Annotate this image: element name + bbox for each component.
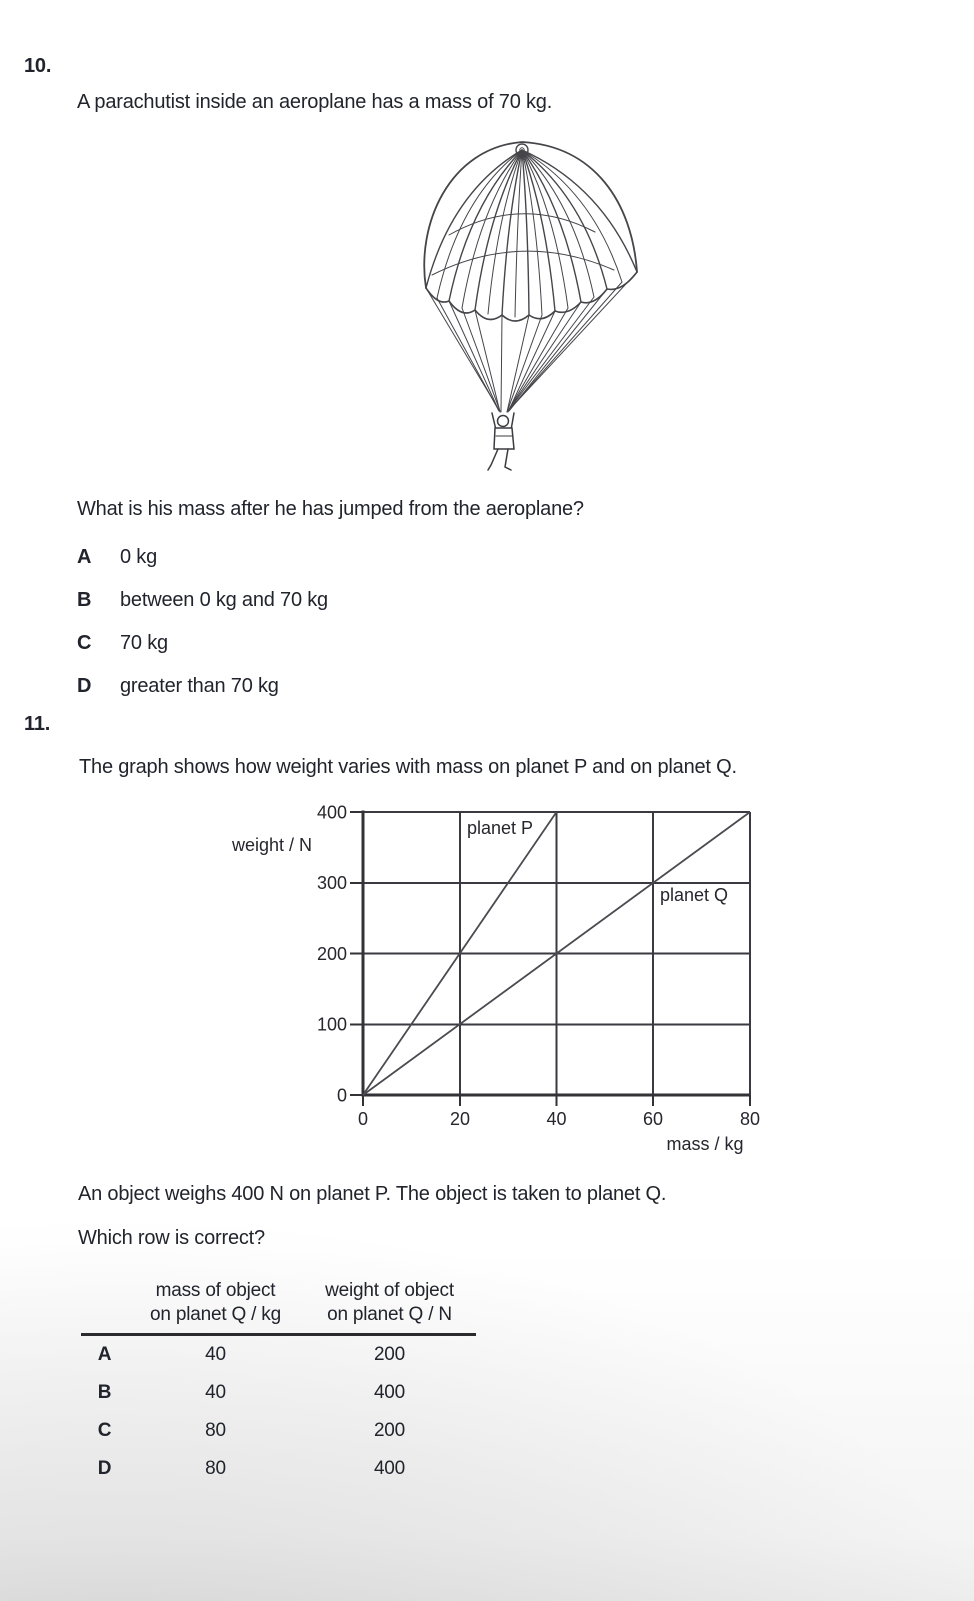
y-tick-label: 0: [336, 1085, 347, 1106]
row-weight: 200: [373, 1420, 406, 1441]
question-10-intro: A parachutist inside an aeroplane has a mass of 70 kg.: [77, 91, 553, 113]
y-tick-label: 400: [316, 802, 347, 823]
table-row: [81, 1450, 476, 1488]
option-letter: A: [77, 546, 92, 568]
answer-table: [81, 1273, 476, 1488]
y-axis-label: weight / N: [231, 835, 312, 855]
table-header-mass: mass of object on planet Q / kg: [128, 1273, 303, 1335]
table-header-weight: weight of object on planet Q / N: [303, 1273, 476, 1335]
planet-p-label: planet P: [467, 818, 534, 838]
row-mass: 40: [205, 1344, 226, 1365]
question-10-number: 10.: [24, 55, 52, 77]
table-header-row: [81, 1273, 476, 1335]
table-row: [81, 1374, 476, 1412]
row-letter: D: [97, 1458, 112, 1479]
row-letter: C: [97, 1420, 112, 1441]
option-text: between 0 kg and 70 kg: [120, 589, 328, 611]
y-tick-label: 200: [316, 944, 347, 964]
question-11-text: Which row is correct?: [78, 1227, 265, 1249]
weight-vs-mass-graph: [220, 800, 780, 1160]
table-header-blank: [81, 1273, 128, 1335]
table-row: [81, 1412, 476, 1450]
row-mass: 80: [205, 1458, 226, 1479]
option-letter: C: [77, 632, 92, 654]
planet-q-label: planet Q: [660, 885, 729, 905]
parachutist-illustration: [404, 130, 644, 475]
option-letter: B: [77, 589, 92, 611]
x-tick-label: 0: [357, 1109, 369, 1129]
x-tick-label: 40: [546, 1109, 567, 1129]
question-11-statement: An object weighs 400 N on planet P. The object is taken to planet Q.: [78, 1183, 667, 1205]
row-weight: 400: [373, 1458, 406, 1479]
option-row-c: [77, 631, 168, 655]
y-tick-label: 100: [316, 1014, 347, 1035]
y-tick-label: 300: [316, 873, 347, 893]
row-mass: 80: [205, 1420, 226, 1441]
option-row-b: [77, 588, 328, 612]
row-weight: 200: [373, 1344, 406, 1365]
row-weight: 400: [373, 1382, 406, 1403]
question-11-intro: The graph shows how weight varies with mass on planet P and on planet Q.: [79, 756, 737, 778]
x-tick-label: 20: [449, 1109, 471, 1129]
x-tick-label: 60: [642, 1109, 664, 1129]
x-tick-label: 80: [739, 1109, 761, 1129]
option-row-a: [77, 545, 157, 569]
row-letter: B: [97, 1382, 112, 1403]
x-axis-label: mass / kg: [666, 1134, 744, 1154]
option-text: greater than 70 kg: [120, 675, 279, 697]
option-row-d: [77, 674, 279, 698]
option-text: 0 kg: [120, 546, 158, 568]
option-text: 70 kg: [120, 632, 168, 654]
row-letter: A: [97, 1344, 112, 1365]
option-letter: D: [77, 675, 92, 697]
row-mass: 40: [205, 1382, 226, 1403]
question-11-number: 11.: [24, 713, 51, 735]
question-10-text: What is his mass after he has jumped from the aeroplane?: [77, 498, 584, 520]
table-row: [81, 1335, 476, 1375]
